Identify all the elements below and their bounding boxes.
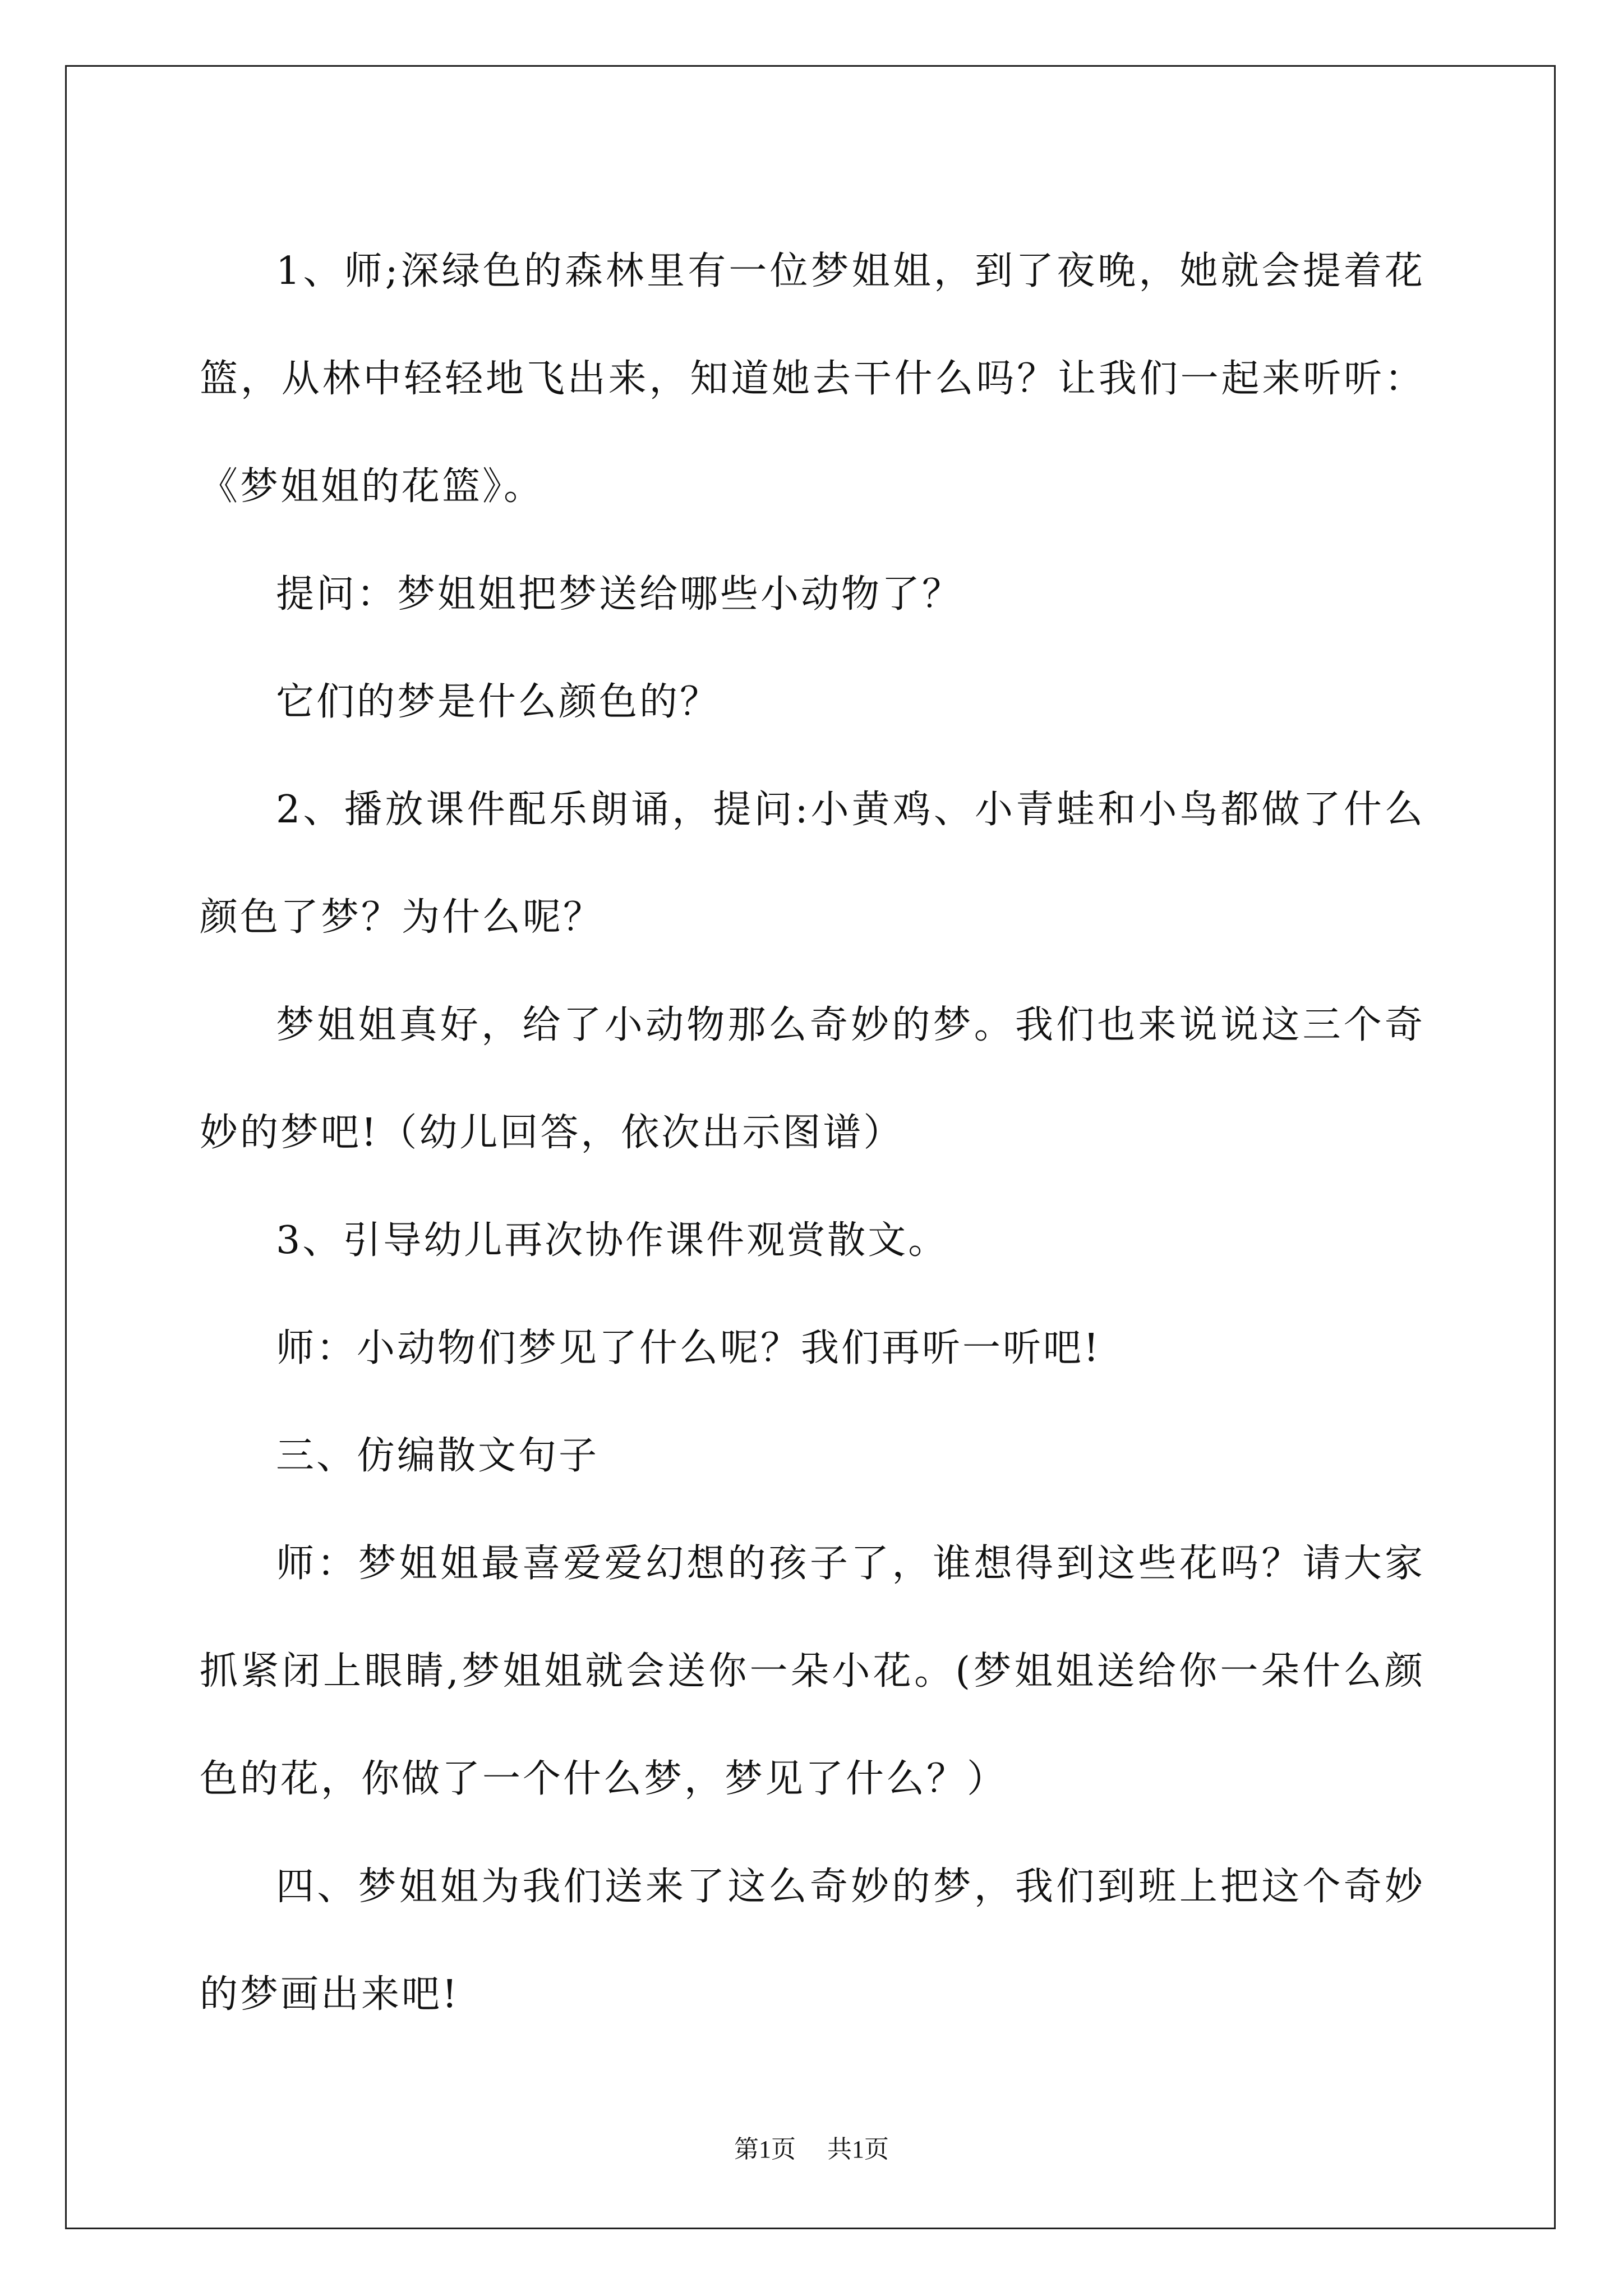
paragraph-2: 提问：梦姐姐把梦送给哪些小动物了？ [276,572,963,616]
paragraph-4: 2、播放课件配乐朗诵，提问:小黄鸡、小青蛙和小鸟都做了什么颜色了梦？为什么呢？ [200,788,1425,940]
page-total: 共1页 [827,2136,889,2163]
paragraph-10: 四、梦姐姐为我们送来了这么奇妙的梦，我们到班上把这个奇妙的梦画出来吧! [200,1865,1425,2017]
paragraph-8: 三、仿编散文句子 [276,1434,600,1478]
paragraph-5: 梦姐姐真好，给了小动物那么奇妙的梦。我们也来说说这三个奇妙的梦吧!（幼儿回答，依次出示图谱） [200,1003,1425,1155]
page-footer [0,2129,1623,2165]
paragraph-6: 3、引导幼儿再次协作课件观赏散文。 [276,1218,949,1263]
page-number: 第1页 [734,2136,796,2163]
document-body [200,218,1425,2049]
paragraph-3: 它们的梦是什么颜色的？ [276,680,721,724]
paragraph-9: 师：梦姐姐最喜爱爱幻想的孩子了，谁想得到这些花吗？请大家抓紧闭上眼睛,梦姐姐就会送你一朵小花。(梦姐姐送给你一朵什么颜色的花，你做了一个什么梦，梦见了什么？） [200,1542,1425,1801]
paragraph-1: 1、师;深绿色的森林里有一位梦姐姐，到了夜晚，她就会提着花篮，从林中轻轻地飞出来，知道她去干什么吗？让我们一起来听听：《梦姐姐的花篮》。 [200,249,1425,509]
paragraph-7: 师：小动物们梦见了什么呢？我们再听一听吧! [276,1326,1101,1370]
